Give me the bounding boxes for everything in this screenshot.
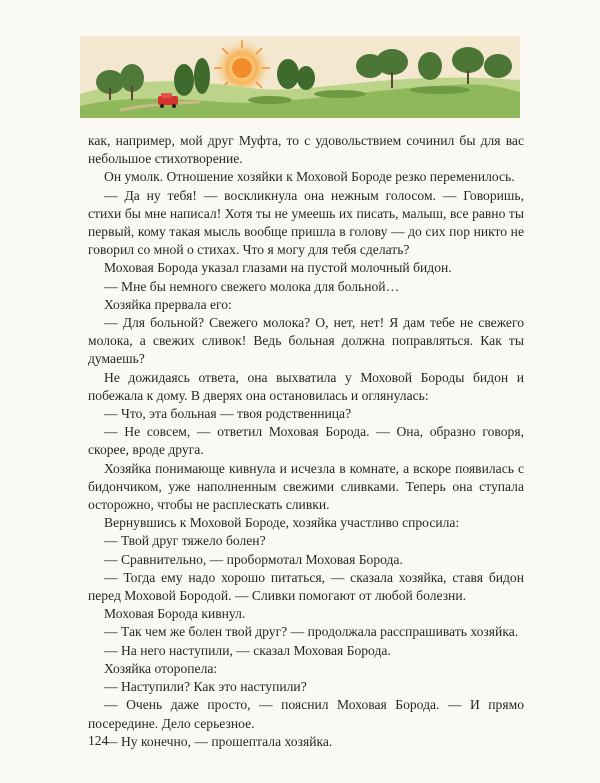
body-text — [88, 132, 524, 751]
paragraph: Моховая Борода указал глазами на пустой молочный бидон. — [104, 260, 452, 276]
sun-icon — [232, 58, 252, 78]
paragraph: — Твой друг тяжело болен? — [104, 533, 266, 549]
paragraph: Не дожидаясь ответа, она выхватила у Моховой Бороды бидон и побежала к дому. В дверях она остановилась и оглянулась: — [88, 369, 524, 403]
paragraph: — Что, эта больная — твоя родственница? — [104, 406, 352, 422]
paragraph: Он умолк. Отношение хозяйки к Моховой Бороде резко переменилось. — [104, 169, 515, 185]
landscape-illustration — [80, 36, 520, 118]
paragraph: — Очень даже просто, — пояснил Моховая Борода. — И прямо посередине. Дело серьезное. — [88, 697, 524, 731]
paragraph: Хозяйка понимающе кивнула и исчезла в комнате, а вскоре появилась с бидончиком, уже наполненным свежими сливками. Теперь она ступала осторожно, чтобы не расплескать сливки. — [88, 460, 524, 513]
paragraph: как, например, мой друг Муфта, то с удовольствием сочинил бы для вас небольшое стихотворение. — [88, 133, 524, 167]
paragraph: Хозяйка оторопела: — [104, 660, 218, 676]
page-number: 124 — [88, 733, 109, 748]
paragraph: — Да ну тебя! — воскликнула она нежным голосом. — Говоришь, стихи бы мне написал! Хотя ты не умеешь их писать, малыш, все равно ты первый, кому такая мысль вообще пришла в голову — до сих пор никто не говорил со мной о стихах. Что я могу для тебя сделать? — [88, 187, 524, 258]
paragraph: — Ну конечно, — прошептала хозяйка. — [104, 733, 333, 749]
paragraph: Моховая Борода кивнул. — [104, 606, 246, 622]
paragraph: — Наступили? Как это наступили? — [104, 679, 307, 695]
paragraph: Хозяйка прервала его: — [104, 296, 232, 312]
paragraph: — Мне бы немного свежего молока для больной… — [104, 278, 400, 294]
paragraph: — Тогда ему надо хорошо питаться, — сказала хозяйка, ставя бидон перед Моховой Бородой. — Сливки помогают от любой болезни. — [88, 569, 524, 604]
paragraph: — Для больной? Свежего молока? О, нет, нет! Я дам тебе не свежего молока, а свежих сливок! Ведь больная должна поправляться. Как ты думаешь? — [88, 315, 524, 367]
paragraph: — На него наступили, — сказал Моховая Борода. — [104, 642, 391, 658]
paragraph: — Так чем же болен твой друг? — продолжала расспрашивать хозяйка. — [104, 624, 519, 640]
paragraph: — Сравнительно, — пробормотал Моховая Борода. — [104, 551, 403, 567]
paragraph: — Не совсем, — ответил Моховая Борода. — Она, образно говоря, скорее, вроде друга. — [88, 424, 524, 458]
paragraph: Вернувшись к Моховой Бороде, хозяйка участливо спросила: — [104, 515, 460, 531]
